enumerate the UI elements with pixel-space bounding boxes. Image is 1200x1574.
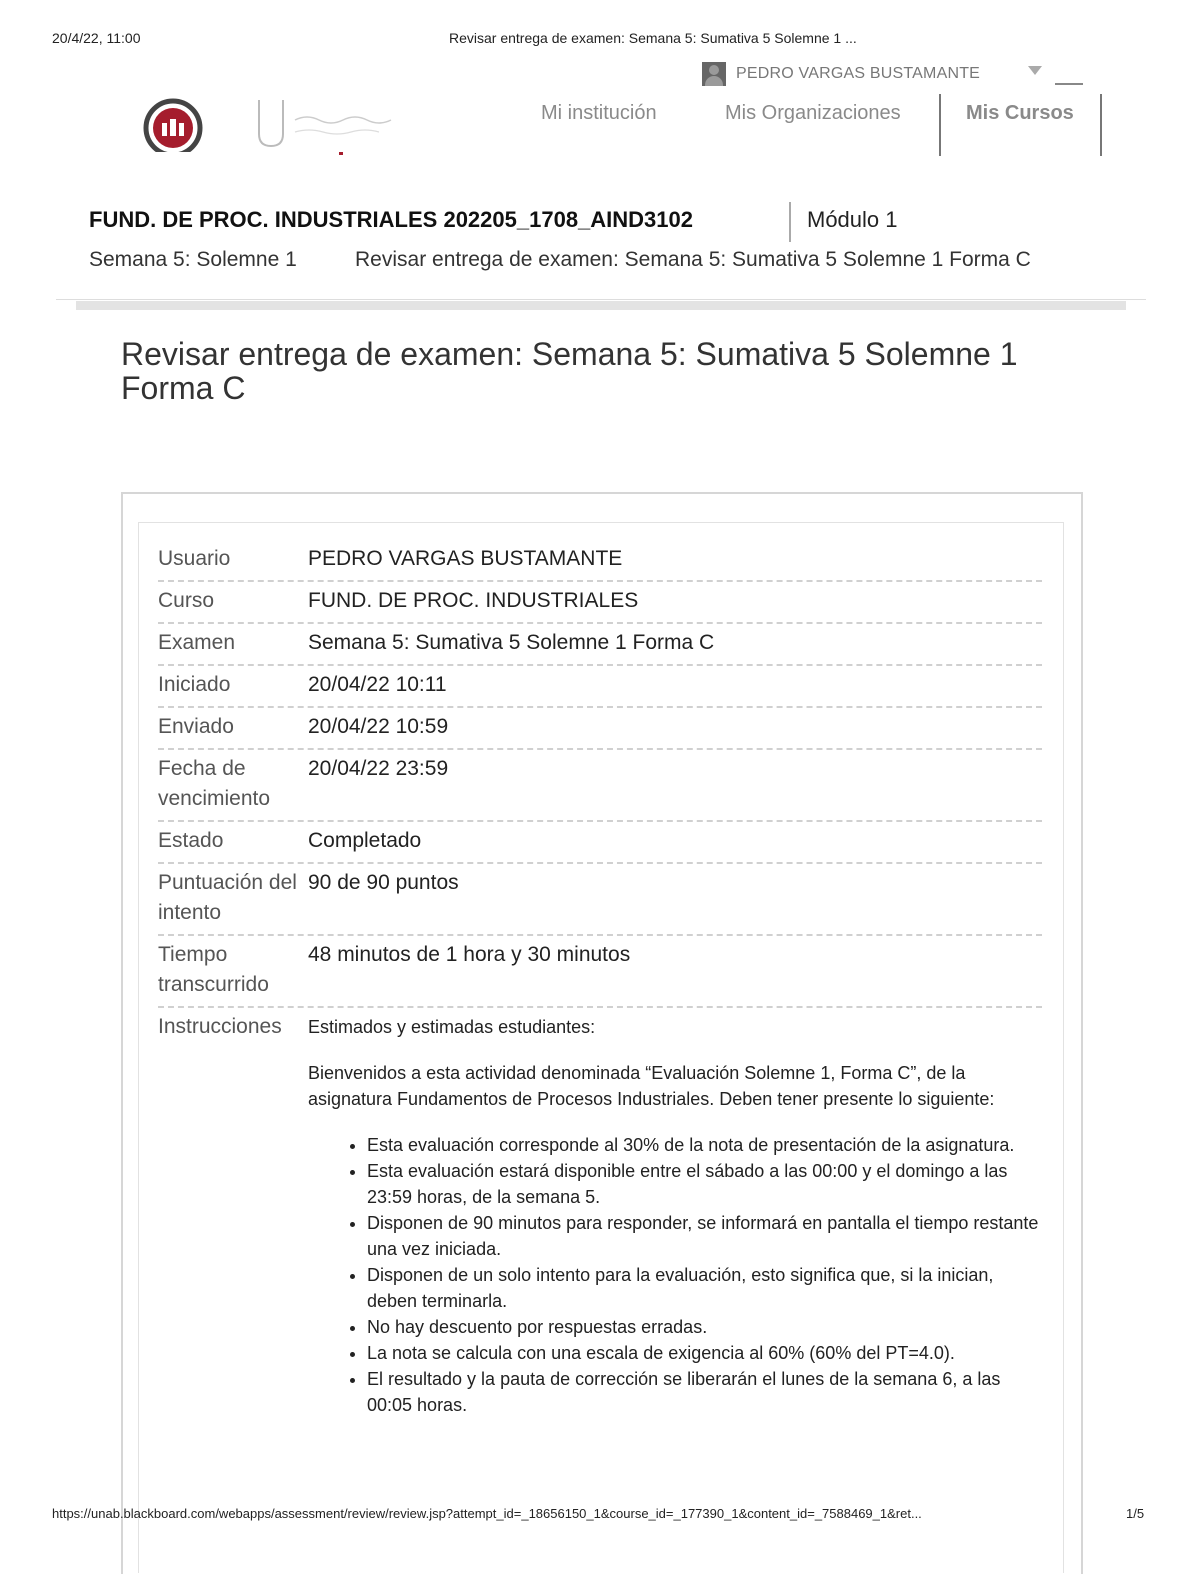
user-avatar-icon <box>702 62 726 86</box>
list-item: • Disponen de un solo intento para la evaluación, esto significa que, si la inician, deben terminarla. <box>367 1262 1042 1314</box>
detail-value: Semana 5: Sumativa 5 Solemne 1 Forma C <box>308 631 715 654</box>
instructions-body <box>308 1012 1042 1418</box>
nav-divider <box>1100 94 1102 156</box>
breadcrumb-item[interactable]: Semana 5: Solemne 1 <box>89 248 297 271</box>
detail-row-iniciado <box>158 666 1042 708</box>
header-divider <box>56 299 1146 300</box>
detail-label: Fecha de vencimiento <box>158 757 271 810</box>
detail-value: FUND. DE PROC. INDUSTRIALES <box>308 589 639 612</box>
detail-label: Instrucciones <box>158 1015 282 1038</box>
university-wordmark-logo <box>255 96 395 156</box>
detail-label: Puntuación del intento <box>158 871 297 924</box>
print-date: 20/4/22, 11:00 <box>52 30 141 46</box>
detail-label: Iniciado <box>158 673 231 696</box>
detail-value: PEDRO VARGAS BUSTAMANTE <box>308 547 623 570</box>
detail-row-enviado <box>158 708 1042 750</box>
detail-value: 20/04/22 10:59 <box>308 715 449 738</box>
detail-row-usuario <box>158 540 1042 582</box>
detail-value: 20/04/22 23:59 <box>308 757 449 780</box>
detail-value: 48 minutos de 1 hora y 30 minutos <box>308 943 631 966</box>
header-band <box>76 301 1126 310</box>
detail-label: Tiempo transcurrido <box>158 943 269 996</box>
user-menu[interactable] <box>702 62 980 86</box>
detail-row-tiempo <box>158 936 1042 1008</box>
detail-row-estado <box>158 822 1042 864</box>
instructions-list <box>308 1132 1042 1418</box>
attempt-details-table <box>158 540 1042 1424</box>
module-link[interactable]: Módulo 1 <box>807 207 898 232</box>
menu-underline <box>1055 83 1083 85</box>
nav-mi-institucion[interactable]: Mi institución <box>541 102 657 124</box>
instructions-intro: Bienvenidos a esta actividad denominada “Evaluación Solemne 1, Forma C”, de la asignatura Fundamentos de Procesos Industriales. Deben tener presente lo siguiente: <box>308 1063 995 1109</box>
nav-divider <box>939 94 941 156</box>
detail-row-examen <box>158 624 1042 666</box>
chevron-down-icon[interactable] <box>1028 66 1042 75</box>
breadcrumb-current: Revisar entrega de examen: Semana 5: Sumativa 5 Solemne 1 Forma C <box>355 248 1031 271</box>
print-url: https://unab.blackboard.com/webapps/assessment/review/review.jsp?attempt_id=_18656150_1&course_id=_177390_1&content_id=_7588469_1&ret... <box>52 1506 922 1521</box>
university-seal-logo[interactable] <box>143 98 203 158</box>
detail-row-puntuacion <box>158 864 1042 936</box>
detail-row-curso <box>158 582 1042 624</box>
list-item: • Esta evaluación corresponde al 30% de la nota de presentación de la asignatura. <box>367 1132 1042 1158</box>
detail-value: Completado <box>308 829 422 852</box>
print-page-number: 1/5 <box>1126 1506 1145 1521</box>
instructions-greeting: Estimados y estimadas estudiantes: <box>308 1017 596 1037</box>
print-title: Revisar entrega de examen: Semana 5: Sumativa 5 Solemne 1 ... <box>449 30 857 46</box>
page-title: Revisar entrega de examen: Semana 5: Sumativa 5 Solemne 1 Forma C <box>121 336 1018 406</box>
list-item: • Disponen de 90 minutos para responder, se informará en pantalla el tiempo restante una vez iniciada. <box>367 1210 1042 1262</box>
list-item: • No hay descuento por respuestas erradas. <box>367 1314 1042 1340</box>
list-item: • Esta evaluación estará disponible entre el sábado a las 00:00 y el domingo a las 23:59 horas, de la semana 5. <box>367 1158 1042 1210</box>
nav-mis-organizaciones[interactable]: Mis Organizaciones <box>725 102 901 124</box>
detail-row-vencimiento <box>158 750 1042 822</box>
nav-mis-cursos[interactable]: Mis Cursos <box>966 102 1074 124</box>
list-item: • El resultado y la pauta de corrección se liberarán el lunes de la semana 6, a las 00:05 horas. <box>367 1366 1042 1418</box>
course-title-link[interactable]: FUND. DE PROC. INDUSTRIALES 202205_1708_AIND3102 <box>89 207 694 232</box>
course-divider <box>789 202 791 242</box>
detail-value: 90 de 90 puntos <box>308 871 459 894</box>
detail-label: Enviado <box>158 715 234 738</box>
detail-row-instrucciones <box>158 1008 1042 1424</box>
detail-value: 20/04/22 10:11 <box>308 673 447 696</box>
user-name: PEDRO VARGAS BUSTAMANTE <box>736 65 981 82</box>
detail-label: Estado <box>158 829 224 852</box>
list-item: • La nota se calcula con una escala de exigencia al 60% (60% del PT=4.0). <box>367 1340 1042 1366</box>
detail-label: Examen <box>158 631 236 654</box>
detail-label: Curso <box>158 589 215 612</box>
detail-label: Usuario <box>158 547 231 570</box>
